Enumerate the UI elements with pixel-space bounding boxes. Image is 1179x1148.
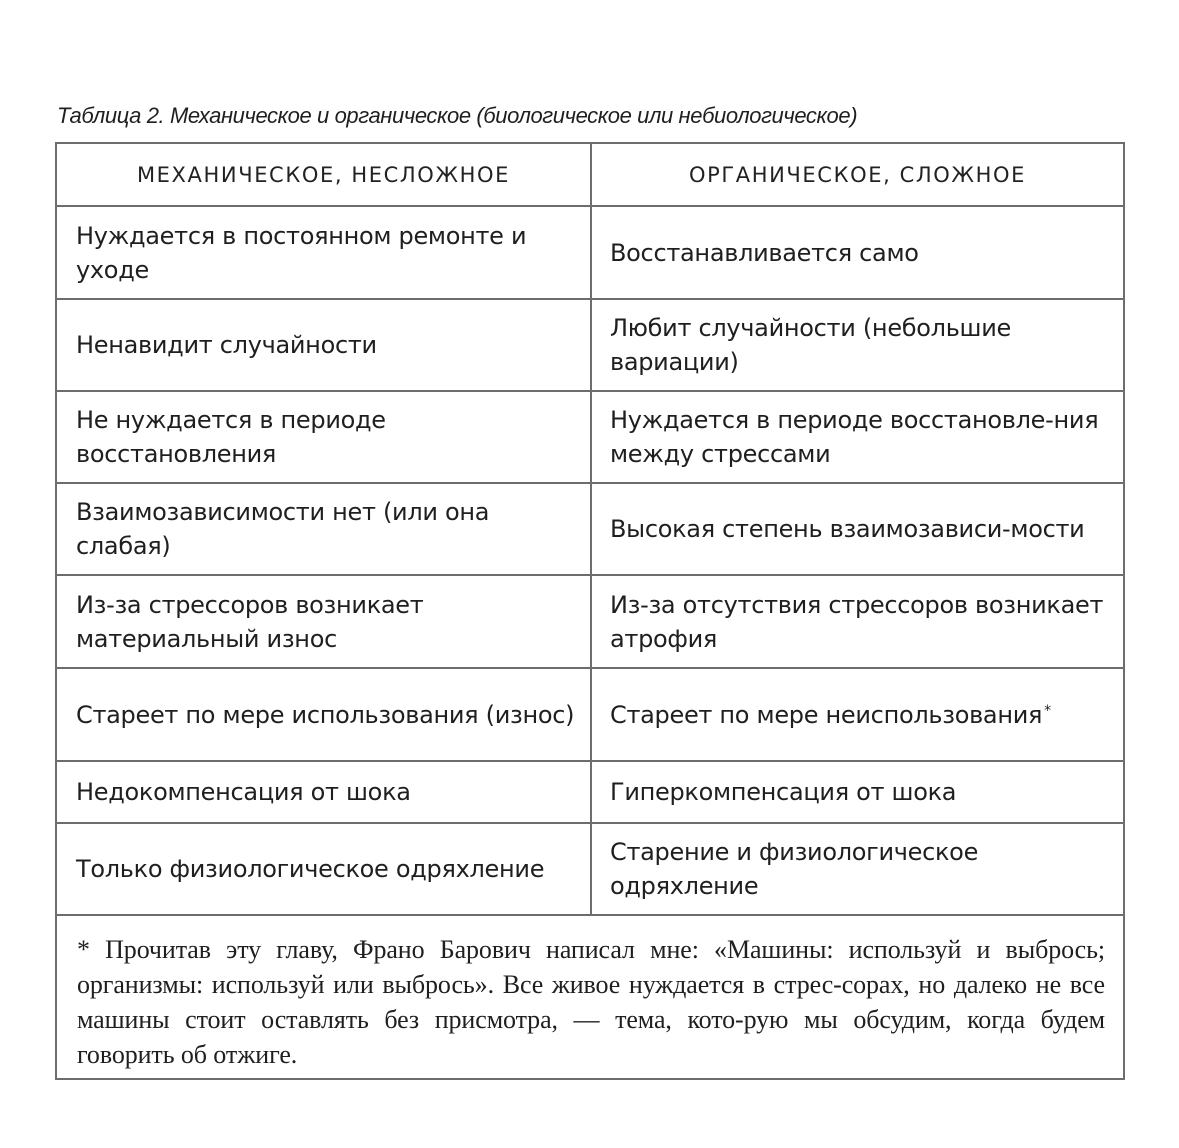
header-organic: ОРГАНИЧЕСКОЕ, СЛОЖНОЕ bbox=[688, 162, 1027, 187]
organic-cell bbox=[592, 669, 1123, 760]
header-mechanical: МЕХАНИЧЕСКОЕ, НЕСЛОЖНОЕ bbox=[57, 144, 592, 205]
organic-cell-text: Стареет по мере неиспользования bbox=[610, 700, 1043, 729]
table-row bbox=[57, 669, 1123, 762]
organic-cell: Нуждается в периоде восстановле-ния между стрессами bbox=[610, 406, 1099, 468]
footnote-marker: * bbox=[1044, 702, 1051, 719]
footnote-text: * Прочитав эту главу, Франо Барович написал мне: «Машины: используй и выбрось; организмы: используй или выбрось». Все живое нуждается в стрес-сорах, но далеко не все машины стоит оставлять без присмотра, — тема, кото-рую мы обсудим, когда будем говорить об отжиге. bbox=[77, 935, 1105, 1069]
organic-cell: Любит случайности (небольшие вариации) bbox=[610, 314, 1011, 376]
organic-cell: Высокая степень взаимозависи-мости bbox=[610, 515, 1085, 543]
organic-cell: Гиперкомпенсация от шока bbox=[610, 778, 957, 806]
organic-cell: Восстанавливается само bbox=[610, 238, 919, 267]
table-caption: Таблица 2. Механическое и органическое (биологическое или небиологическое) bbox=[57, 103, 858, 128]
table-row bbox=[57, 207, 1123, 300]
organic-cell: Старение и физиологическое одряхление bbox=[610, 838, 979, 900]
table-header-row bbox=[57, 144, 1123, 207]
mechanical-cell: Стареет по мере использования (износ) bbox=[57, 669, 592, 760]
organic-cell: Из-за отсутствия стрессоров возникает атрофия bbox=[610, 590, 1104, 653]
table-row bbox=[57, 300, 1123, 392]
table-row bbox=[57, 762, 1123, 824]
mechanical-cell: Из-за стрессоров возникает материальный износ bbox=[57, 576, 592, 667]
table-row bbox=[57, 576, 1123, 669]
table-row bbox=[57, 824, 1123, 916]
table-row bbox=[57, 392, 1123, 484]
mechanical-cell: Ненавидит случайности bbox=[57, 300, 592, 390]
mechanical-cell: Взаимозависимости нет (или она слабая) bbox=[57, 484, 592, 574]
mechanical-cell: Недокомпенсация от шока bbox=[57, 762, 592, 822]
mechanical-cell: Только физиологическое одряхление bbox=[57, 824, 592, 914]
mechanical-cell: Не нуждается в периоде восстановления bbox=[57, 392, 592, 482]
table-row bbox=[57, 484, 1123, 576]
comparison-table bbox=[55, 142, 1125, 1080]
footnote bbox=[57, 916, 1123, 1078]
mechanical-cell: Нуждается в постоянном ремонте и уходе bbox=[57, 207, 592, 298]
